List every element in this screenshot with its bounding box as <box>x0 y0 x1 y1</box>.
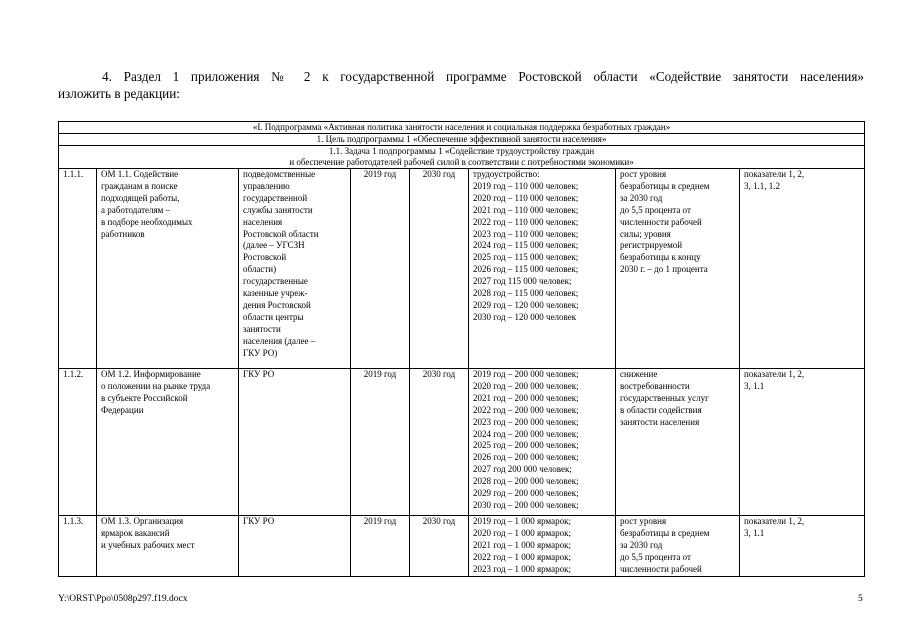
expected-results-cell <box>469 169 616 369</box>
executor-cell <box>239 516 351 577</box>
row-number: 1.1.3. <box>59 516 97 577</box>
cell-line: государственных услуг <box>620 392 709 403</box>
cell-line: рост уровня <box>620 169 667 179</box>
cell-line: Ростовской области <box>243 228 319 239</box>
cell-line: 2020 год – 110 000 человек; <box>473 192 579 203</box>
start-year: 2019 год <box>351 516 410 577</box>
cell-line: занятости <box>243 323 281 334</box>
cell-line: ГКУ РО) <box>243 347 278 358</box>
cell-line: 2022 год – 110 000 человек; <box>473 216 579 227</box>
cell-line: занятости населения <box>620 416 700 427</box>
cell-line: ГКУ РО <box>243 516 275 526</box>
cell-line: 2020 год – 1 000 ярмарок; <box>473 527 572 538</box>
start-year: 2019 год <box>351 369 410 516</box>
cell-line: 2024 год – 115 000 человек; <box>473 240 579 251</box>
cell-line: населения <box>243 216 283 227</box>
table-row <box>59 369 865 516</box>
header-subprogram-row <box>59 122 865 134</box>
cell-line: государственные <box>243 276 308 287</box>
cell-line: за 2030 год <box>620 192 663 203</box>
indicators-cell <box>740 169 865 369</box>
cell-line: гражданам в поиске <box>101 180 178 191</box>
cell-line: безработицы к концу <box>620 252 701 263</box>
table-row <box>59 516 865 577</box>
indicators-cell <box>740 369 865 516</box>
cell-line: ОМ 1.2. Информирование <box>101 369 201 379</box>
cell-line: государственной <box>243 192 308 203</box>
cell-line: 2028 год – 115 000 человек; <box>473 288 579 299</box>
cell-line: 2026 год – 200 000 человек; <box>473 452 579 463</box>
cell-line: 2019 год – 200 000 человек; <box>473 369 579 379</box>
measure-name-cell <box>97 169 239 369</box>
measure-name-cell <box>97 369 239 516</box>
header-task-line: и обеспечение работодателей рабочей силой в соответствии с потребностями экономики» <box>289 157 634 167</box>
executor-cell <box>239 169 351 369</box>
cell-line: 2023 год – 200 000 человек; <box>473 416 579 427</box>
cell-line: 3, 1.1 <box>744 527 765 538</box>
cell-line: снижение <box>620 369 658 379</box>
cell-line: 2030 год – 120 000 человек <box>473 311 577 322</box>
cell-line: безработицы в среднем <box>620 527 710 538</box>
cell-line: показатели 1, 2, <box>744 516 805 526</box>
cell-line: 2021 год – 1 000 ярмарок; <box>473 539 572 550</box>
cell-line: 2025 год – 200 000 человек; <box>473 440 579 451</box>
table-row <box>59 169 865 369</box>
end-year: 2030 год <box>410 169 469 369</box>
cell-line: ОМ 1.3. Организация <box>101 516 184 526</box>
expected-results-cell <box>469 369 616 516</box>
cell-line: 2022 год – 200 000 человек; <box>473 404 579 415</box>
cell-line: ГКУ РО <box>243 369 275 379</box>
cell-line: 3, 1.1 <box>744 380 765 391</box>
cell-line: востребованности <box>620 380 690 391</box>
header-task-line: 1.1. Задача 1 подпрограммы 1 «Содействие трудоустройству граждан <box>328 146 595 156</box>
cell-line: 2030 год – 200 000 человек; <box>473 499 579 510</box>
cell-line: до 5,5 процента от <box>620 551 691 562</box>
cell-line: до 5,5 процента от <box>620 204 691 215</box>
cell-line: о положении на рынке труда <box>101 380 211 391</box>
cell-line: 2025 год – 115 000 человек; <box>473 252 579 263</box>
cell-line: подходящей работы, <box>101 192 180 203</box>
cell-line: (далее – УГСЗН <box>243 240 305 251</box>
document-path: Y:\ORST\Ppo\0508p297.f19.docx <box>58 594 188 604</box>
cell-line: силы; уровня <box>620 228 671 239</box>
cell-line: работников <box>101 228 145 239</box>
cell-line: 2023 год – 1 000 ярмарок; <box>473 563 572 574</box>
cell-line: 2020 год – 200 000 человек; <box>473 380 579 391</box>
cell-line: 2019 год – 110 000 человек; <box>473 180 579 191</box>
page-number: 5 <box>858 594 863 604</box>
end-year: 2030 год <box>410 516 469 577</box>
cell-line: области) <box>243 264 277 275</box>
cell-line: численности рабочей <box>620 563 702 574</box>
cell-line: Ростовской <box>243 252 287 263</box>
cell-line: области центры <box>243 311 304 322</box>
cell-line: казенные учреж- <box>243 288 308 299</box>
cell-line: показатели 1, 2, <box>744 369 805 379</box>
cell-line: 2019 год – 1 000 ярмарок; <box>473 516 572 526</box>
cell-line: 3, 1.1, 1.2 <box>744 180 780 191</box>
cell-line: 2021 год – 110 000 человек; <box>473 204 579 215</box>
expected-results-cell <box>469 516 616 577</box>
intro-line-2: изложить в редакции: <box>58 86 180 101</box>
cell-line: населения (далее – <box>243 335 316 346</box>
cell-line: трудоустройство: <box>473 169 540 179</box>
cell-line: 2022 год – 1 000 ярмарок; <box>473 551 572 562</box>
cell-line: 2027 год 115 000 человек; <box>473 276 572 287</box>
intro-line-1: 4. Раздел 1 приложения № 2 к государственной программе Ростовской области «Содействие занятости населения» <box>102 69 864 84</box>
row-number: 1.1.1. <box>59 169 97 369</box>
cell-line: управлению <box>243 180 290 191</box>
executor-cell <box>239 369 351 516</box>
consequences-cell <box>616 516 740 577</box>
cell-line: 2028 год – 200 000 человек; <box>473 476 579 487</box>
cell-line: показатели 1, 2, <box>744 169 805 179</box>
cell-line: подведомственные <box>243 169 316 179</box>
cell-line: дения Ростовской <box>243 299 311 310</box>
header-subprogram: «I. Подпрограмма «Активная политика занятости населения и социальная поддержка безработных граждан» <box>59 122 865 134</box>
start-year: 2019 год <box>351 169 410 369</box>
cell-line: в подборе необходимых <box>101 216 193 227</box>
cell-line: безработицы в среднем <box>620 180 710 191</box>
cell-line: ярмарок вакансий <box>101 527 170 538</box>
cell-line: 2026 год – 115 000 человек; <box>473 264 579 275</box>
measure-name-cell <box>97 516 239 577</box>
cell-line: регистрируемой <box>620 240 683 251</box>
intro-paragraph <box>58 68 864 102</box>
cell-line: а работодателям – <box>101 204 171 215</box>
header-task-row <box>59 146 865 169</box>
cell-line: за 2030 год <box>620 539 663 550</box>
cell-line: службы занятости <box>243 204 313 215</box>
row-number: 1.1.2. <box>59 369 97 516</box>
cell-line: Федерации <box>101 404 144 415</box>
header-goal-row <box>59 134 865 146</box>
cell-line: ОМ 1.1. Содействие <box>101 169 179 179</box>
cell-line: рост уровня <box>620 516 667 526</box>
cell-line: 2029 год – 200 000 человек; <box>473 488 579 499</box>
header-task <box>59 146 865 169</box>
cell-line: 2030 г. – до 1 процента <box>620 264 708 275</box>
cell-line: численности рабочей <box>620 216 702 227</box>
cell-line: и учебных рабочих мест <box>101 539 195 550</box>
cell-line: в области содействия <box>620 404 702 415</box>
cell-line: 2021 год – 200 000 человек; <box>473 392 579 403</box>
end-year: 2030 год <box>410 369 469 516</box>
header-goal: 1. Цель подпрограммы 1 «Обеспечение эффективной занятости населения» <box>59 134 865 146</box>
consequences-cell <box>616 169 740 369</box>
cell-line: 2023 год – 110 000 человек; <box>473 228 579 239</box>
indicators-cell <box>740 516 865 577</box>
consequences-cell <box>616 369 740 516</box>
cell-line: 2029 год – 120 000 человек; <box>473 299 579 310</box>
cell-line: 2027 год 200 000 человек; <box>473 464 572 475</box>
cell-line: в субъекте Российской <box>101 392 188 403</box>
cell-line: 2024 год – 200 000 человек; <box>473 428 579 439</box>
program-table <box>58 121 865 577</box>
